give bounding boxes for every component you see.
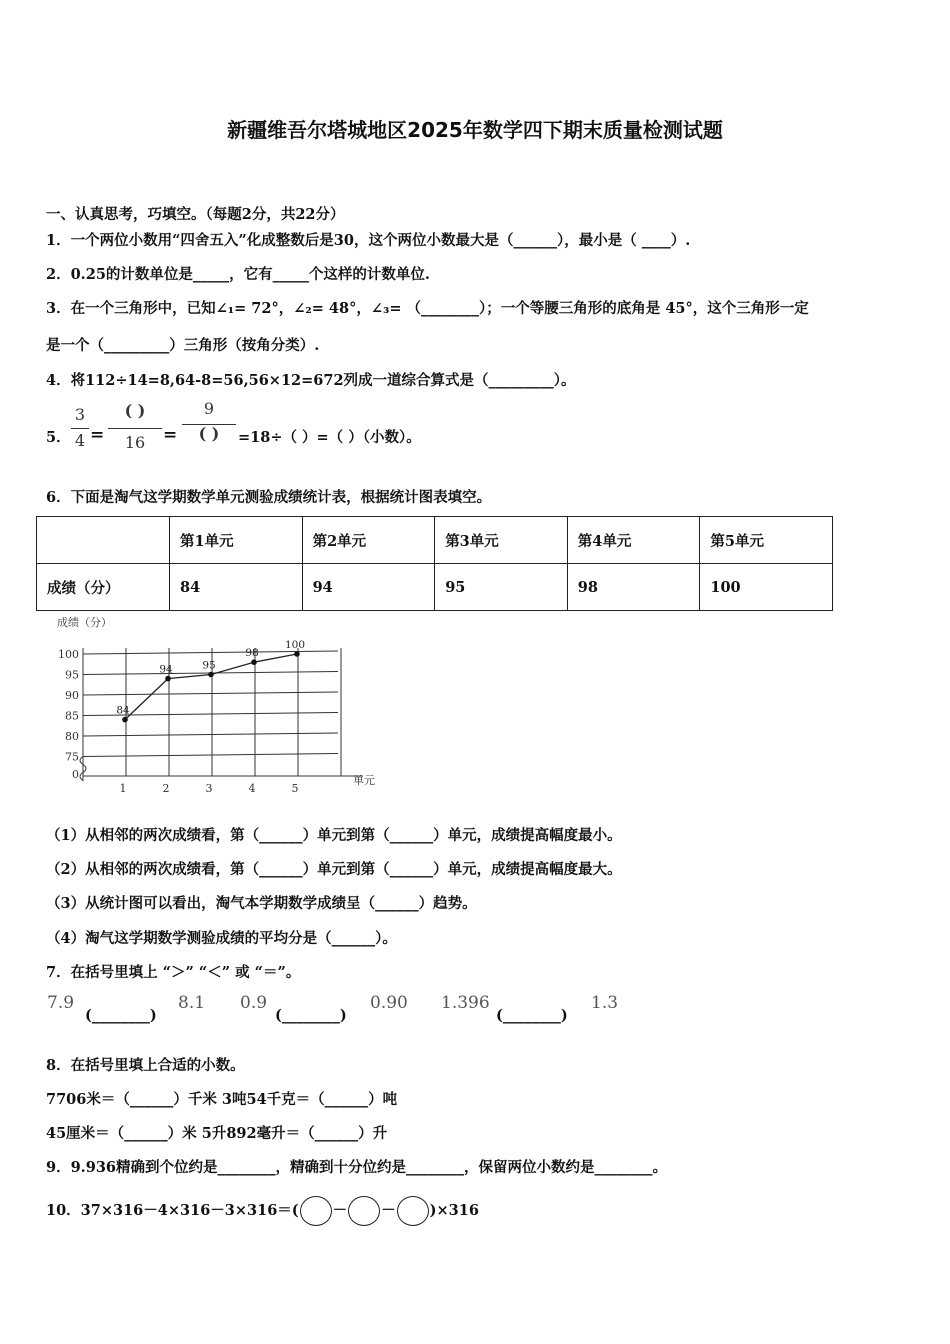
chart-y-axis-label: 成绩（分）: [57, 616, 112, 629]
table-cell: 100: [700, 564, 833, 611]
question-10-prefix: 10．37×316－4×316－3×316＝(: [46, 1202, 299, 1219]
equals-1: =: [90, 425, 105, 445]
compare-left-2: 0.9: [240, 993, 268, 1013]
fraction-2-numerator: ( ): [124, 401, 146, 420]
table-cell: 84: [170, 564, 303, 611]
section-heading: 一、认真思考，巧填空。（每题2分，共22分）: [46, 206, 345, 223]
fraction-2-bar: [108, 428, 162, 429]
table-header-row: [37, 517, 833, 564]
compare-right-1: 8.1: [178, 993, 206, 1013]
question-6-sub-3: （3）从统计图可以看出，淘气本学期数学成绩呈（______）趋势。: [46, 895, 477, 912]
table-cell: 94: [302, 564, 435, 611]
answer-circle: [348, 1196, 380, 1226]
grid-line: [83, 754, 338, 757]
y-tick-label: 95: [65, 668, 79, 682]
table-cell: 第5单元: [700, 517, 833, 564]
x-tick-label: 1: [119, 782, 127, 795]
question-6-sub-1: （1）从相邻的两次成绩看，第（______）单元到第（______）单元，成绩提高幅度最小。: [46, 827, 622, 844]
table-cell: 第2单元: [302, 517, 435, 564]
compare-blank-2: (________): [275, 1007, 347, 1024]
data-point: [165, 676, 171, 682]
grid-line: [83, 733, 338, 736]
y-tick-label: 75: [65, 750, 79, 764]
answer-circle: [300, 1196, 332, 1226]
question-10: [46, 1196, 479, 1226]
x-tick-label: 5: [291, 782, 299, 795]
compare-blank-1: (________): [85, 1007, 157, 1024]
fraction-1-numerator: 3: [74, 405, 86, 424]
table-cell: 成绩（分）: [37, 564, 170, 611]
compare-right-2: 0.90: [370, 993, 408, 1013]
fraction-1-denominator: 4: [74, 431, 86, 450]
question-8-line-2: 45厘米＝（______）米 5升892毫升＝（______）升: [46, 1125, 388, 1142]
question-5-number: 5．: [46, 429, 71, 446]
y-tick-label: 85: [65, 709, 79, 723]
data-point: [251, 659, 257, 665]
y-tick-label: 80: [65, 730, 79, 743]
y-tick-label: 0: [72, 768, 79, 781]
table-cell: 第3单元: [435, 517, 568, 564]
question-2: 2．0.25的计数单位是_____，它有_____个这样的计数单位.: [46, 266, 430, 283]
data-point: [208, 672, 214, 678]
table-cell: 95: [435, 564, 568, 611]
compare-right-3: 1.3: [591, 993, 619, 1013]
question-3-line-2: 是一个（_________）三角形（按角分类）.: [46, 337, 320, 354]
fraction-3-denominator: ( ): [198, 424, 220, 443]
table-cell: [37, 517, 170, 564]
answer-circle: [397, 1196, 429, 1226]
question-8-line-1: 7706米＝（______）千米 3吨54千克＝（______）吨: [46, 1091, 398, 1108]
grid-line: [83, 692, 338, 695]
compare-left-3: 1.396: [441, 993, 490, 1013]
data-label: 98: [245, 647, 259, 660]
question-6-sub-2: （2）从相邻的两次成绩看，第（______）单元到第（______）单元，成绩提高幅度最大。: [46, 861, 622, 878]
equals-2: =: [163, 425, 178, 445]
fraction-1-bar: [71, 428, 89, 429]
fraction-3-numerator: 9: [203, 399, 215, 418]
data-point: [294, 651, 300, 657]
data-label: 84: [116, 704, 130, 717]
compare-blank-3: (________): [496, 1007, 568, 1024]
score-table: [36, 516, 833, 611]
page-title: 新疆维吾尔塔城地区2025年数学四下期末质量检测试题: [227, 118, 723, 142]
table-row: [37, 564, 833, 611]
question-8: 8．在括号里填上合适的小数。: [46, 1057, 245, 1074]
minus-sign: －: [332, 1202, 348, 1219]
minus-sign: －: [381, 1202, 396, 1219]
y-tick-label: 100: [58, 648, 79, 661]
question-6: 6．下面是淘气这学期数学单元测验成绩统计表，根据统计图表填空。: [46, 489, 492, 506]
question-3-line-1: 3．在一个三角形中，已知∠₁= 72°，∠₂= 48°，∠₃= （________）；一个等腰三角形的底角是 45°，这个三角形一定: [46, 300, 809, 317]
question-4: 4．将112÷14=8,64-8=56,56×12=672列成一道综合算式是（_________）。: [46, 372, 576, 389]
question-1: 1．一个两位小数用“四舍五入”化成整数后是30，这个两位小数最大是（______），最小是（ ____）.: [46, 232, 691, 249]
table-cell: 第1单元: [170, 517, 303, 564]
question-6-sub-4: （4）淘气这学期数学测验成绩的平均分是（______）。: [46, 930, 397, 947]
x-tick-label: 2: [162, 782, 170, 795]
score-line-chart: [45, 612, 385, 797]
question-7: 7．在括号里填上 “＞” “＜” 或 “＝”。: [46, 964, 301, 981]
chart-ticks: [58, 648, 299, 795]
question-9: 9．9.936精确到个位约是________，精确到十分位约是________，保留两位小数约是________。: [46, 1159, 667, 1176]
question-5-rest: =18÷（ ）=（ ）（小数）。: [238, 429, 421, 446]
x-tick-label: 3: [205, 782, 213, 795]
data-label: 95: [202, 659, 216, 672]
chart-x-axis-label: 单元: [353, 774, 375, 787]
compare-left-1: 7.9: [47, 993, 75, 1013]
question-10-suffix: )×316: [429, 1202, 479, 1219]
data-label: 100: [284, 639, 306, 651]
fraction-2-denominator: 16: [124, 433, 146, 452]
x-tick-label: 4: [248, 782, 256, 795]
table-cell: 98: [567, 564, 700, 611]
table-cell: 第4单元: [567, 517, 700, 564]
data-point: [122, 717, 128, 723]
data-label: 94: [159, 663, 173, 676]
y-tick-label: 90: [65, 689, 79, 702]
